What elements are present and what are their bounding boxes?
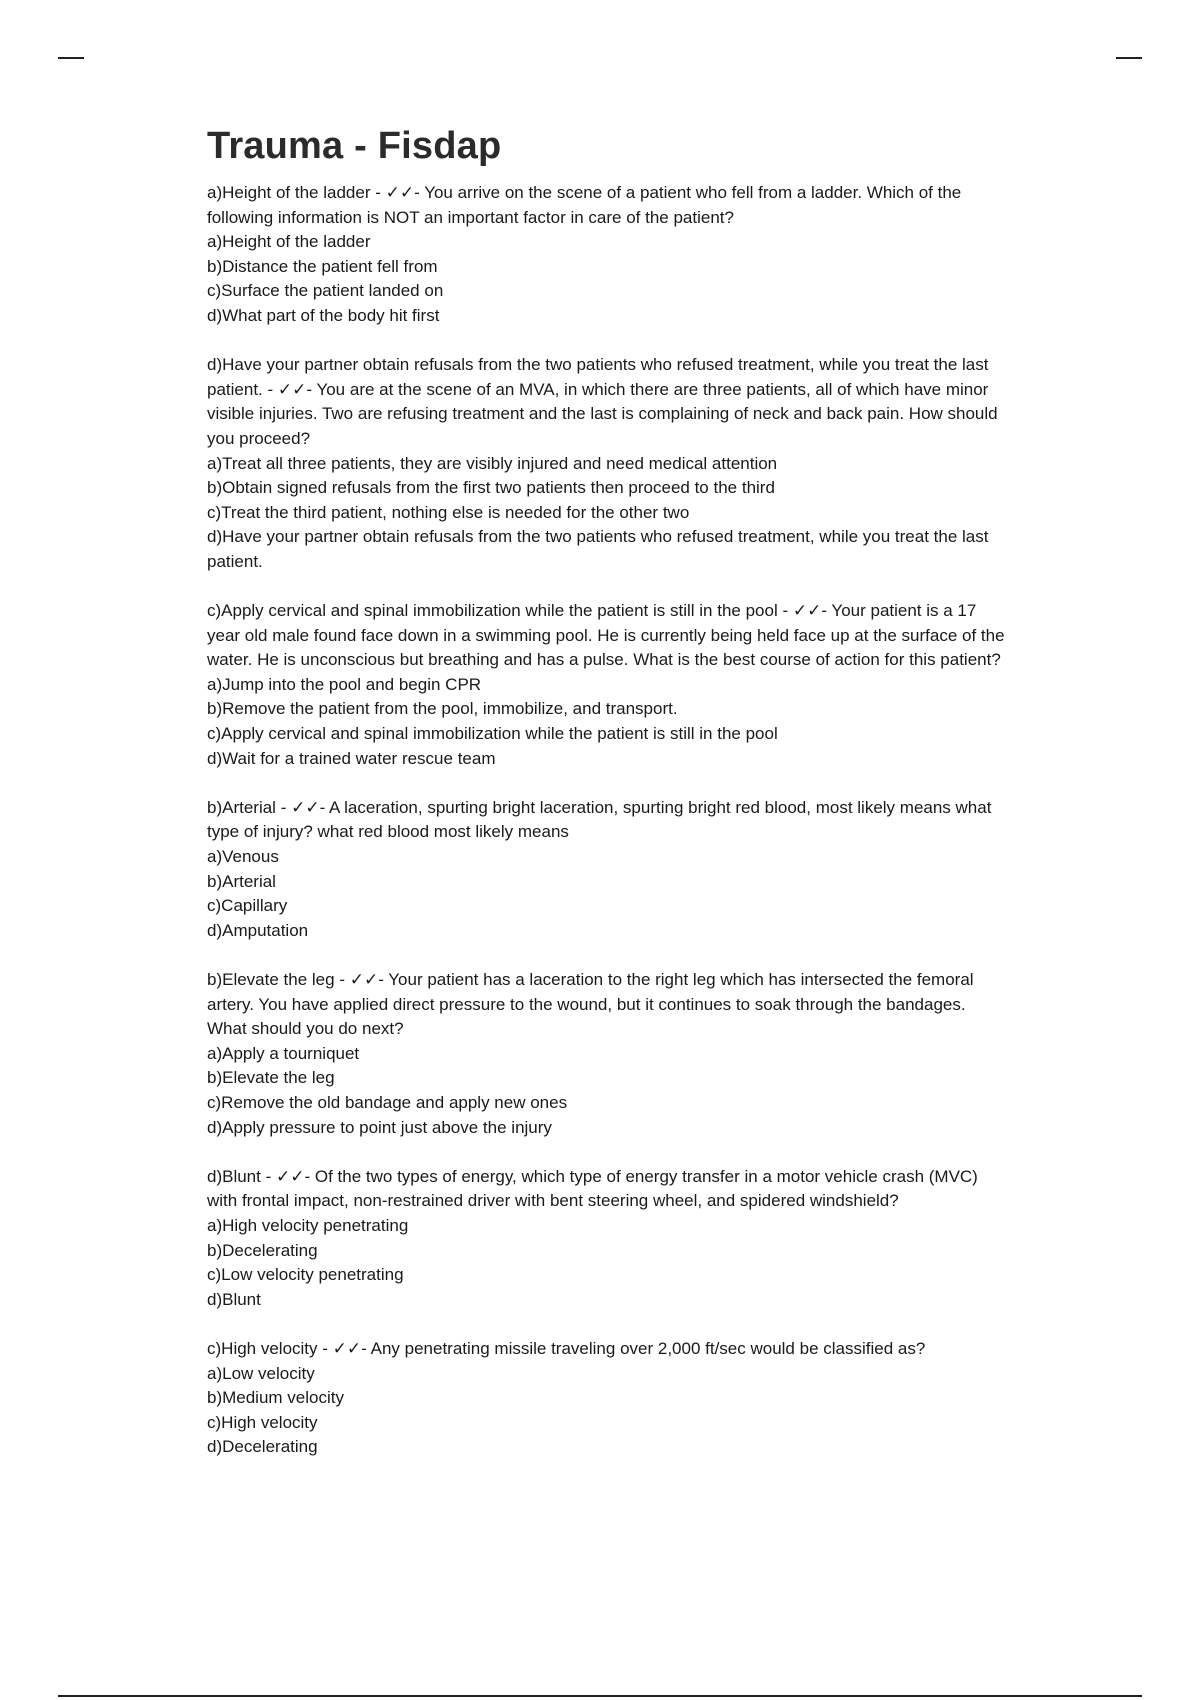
answer-text: c)Apply cervical and spinal immobilization while the patient is still in the pool	[207, 601, 778, 621]
answer-option: c)Remove the old bandage and apply new ones	[207, 1092, 568, 1112]
question-text: a)Height of the ladder - ✓✓- You arrive on the scene of a patient who fell from a ladder. Which of the following information is NOT an important factor in care of the patient?	[207, 183, 962, 227]
question-block	[207, 1337, 1007, 1460]
question-text: b)Elevate the leg - ✓✓- Your patient has a laceration to the right leg which has intersected the femoral artery. You have applied direct pressure to the wound, but it continues to soak through the bandages. What should you do next?	[207, 970, 974, 1039]
question-prompt: You arrive on the scene of a patient who fell from a ladder. Which of the following information is NOT an important factor in care of the patient?	[207, 183, 962, 227]
document-page	[207, 120, 1007, 1484]
answer-option: c)Surface the patient landed on	[207, 281, 444, 301]
question-prompt: Of the two types of energy, which type of energy transfer in a motor vehicle crash (MVC) with frontal impact, non-restrained driver with bent steering wheel, and spidered windshield?	[207, 1166, 978, 1211]
check-icon: ✓✓	[275, 1166, 305, 1186]
question-block	[207, 181, 1007, 329]
question-text: c)Apply cervical and spinal immobilization while the patient is still in the pool - ✓✓- Your patient is a 17 year old male found face down in a swimming pool. He is currently being held face up at the surface of the water. He is unconscious but breathing and has a pulse. What is the best course of action for this patient?	[207, 601, 1005, 670]
corner-mark-right	[1116, 57, 1142, 59]
answer-option: a)Height of the ladder	[207, 232, 371, 252]
answer-text: c)High velocity	[207, 1338, 318, 1358]
answer-text: b)Elevate the leg	[207, 970, 335, 989]
answer-option: a)Low velocity	[207, 1363, 315, 1383]
answer-option: a)Jump into the pool and begin CPR	[207, 674, 482, 694]
answer-text: d)Have your partner obtain refusals from the two patients who refused treatment, while you treat the last patient.	[207, 355, 989, 399]
answer-option: c)Low velocity penetrating	[207, 1265, 404, 1285]
question-prompt: You are at the scene of an MVA, in which there are three patients, all of which have minor visible injuries. Two are refusing treatment and the last is complaining of neck and back pain. How should you proceed?	[207, 379, 998, 448]
answer-option: a)Treat all three patients, they are visibly injured and need medical attention	[207, 453, 778, 473]
answer-text: b)Arterial	[207, 797, 276, 817]
check-icon: ✓✓	[332, 1338, 362, 1358]
check-icon: ✓✓	[277, 379, 307, 399]
answer-option: d)Have your partner obtain refusals from the two patients who refused treatment, while you treat the last patient.	[207, 527, 989, 571]
question-text: d)Have your partner obtain refusals from the two patients who refused treatment, while you treat the last patient. - ✓✓- You are at the scene of an MVA, in which there are three patients, all of which have minor visible injuries. Two are refusing treatment and the last is complaining of neck and back pain. How should you proceed?	[207, 355, 998, 448]
answer-text: d)Blunt	[207, 1166, 261, 1186]
answer-option: b)Arterial	[207, 871, 276, 891]
bottom-rule	[58, 1695, 1142, 1697]
answer-option: c)Treat the third patient, nothing else is needed for the other two	[207, 502, 690, 522]
question-prompt: Any penetrating missile traveling over 2,000 ft/sec would be classified as?	[370, 1338, 926, 1358]
answer-option: a)Venous	[207, 847, 279, 867]
question-block	[207, 1165, 1007, 1313]
check-icon: ✓✓	[349, 970, 379, 989]
question-block	[207, 796, 1007, 944]
question-block	[207, 599, 1007, 771]
page-title: Trauma - Fisdap	[207, 125, 502, 167]
answer-text: a)Height of the ladder	[207, 183, 371, 202]
question-text: b)Arterial - ✓✓- A laceration, spurting bright laceration, spurting bright red blood, most likely means what type of injury? what red blood most likely means	[207, 797, 992, 842]
answer-option: c)Apply cervical and spinal immobilization while the patient is still in the pool	[207, 724, 778, 744]
question-prompt: Your patient is a 17 year old male found face down in a swimming pool. He is currently being held face up at the surface of the water. He is unconscious but breathing and has a pulse. What is the best course of action for this patient?	[207, 601, 1005, 670]
check-icon: ✓✓	[291, 797, 320, 817]
question-text: c)High velocity - ✓✓- Any penetrating missile traveling over 2,000 ft/sec would be classified as?	[207, 1338, 926, 1358]
answer-option: d)Wait for a trained water rescue team	[207, 748, 496, 768]
answer-option: b)Obtain signed refusals from the first two patients then proceed to the third	[207, 478, 775, 498]
answer-option: c)Capillary	[207, 896, 288, 916]
answer-option: d)Amputation	[207, 920, 309, 940]
answer-option: a)Apply a tourniquet	[207, 1043, 360, 1063]
check-icon: ✓✓	[385, 183, 415, 202]
question-block	[207, 968, 1007, 1140]
answer-option: c)High velocity	[207, 1412, 318, 1432]
answer-option: a)High velocity penetrating	[207, 1215, 409, 1235]
answer-option: b)Elevate the leg	[207, 1068, 335, 1088]
answer-option: b)Decelerating	[207, 1240, 318, 1260]
question-prompt: A laceration, spurting bright laceration, spurting bright red blood, most likely means what type of injury? what red blood most likely means	[207, 797, 992, 842]
answer-option: b)Medium velocity	[207, 1388, 344, 1408]
answer-option: d)Decelerating	[207, 1437, 318, 1457]
question-list	[207, 181, 1007, 1460]
question-prompt: Your patient has a laceration to the right leg which has intersected the femoral artery. You have applied direct pressure to the wound, but it continues to soak through the bandages. What should you do next?	[207, 970, 974, 1039]
answer-option: b)Remove the patient from the pool, immobilize, and transport.	[207, 699, 678, 719]
question-text: d)Blunt - ✓✓- Of the two types of energy, which type of energy transfer in a motor vehicle crash (MVC) with frontal impact, non-restrained driver with bent steering wheel, and spidered windshield?	[207, 1166, 978, 1211]
question-block	[207, 353, 1007, 574]
answer-option: d)Apply pressure to point just above the injury	[207, 1117, 552, 1137]
corner-mark-left	[58, 57, 84, 59]
answer-option: d)What part of the body hit first	[207, 305, 440, 325]
answer-option: b)Distance the patient fell from	[207, 256, 438, 276]
answer-option: d)Blunt	[207, 1289, 261, 1309]
check-icon: ✓✓	[792, 601, 822, 621]
